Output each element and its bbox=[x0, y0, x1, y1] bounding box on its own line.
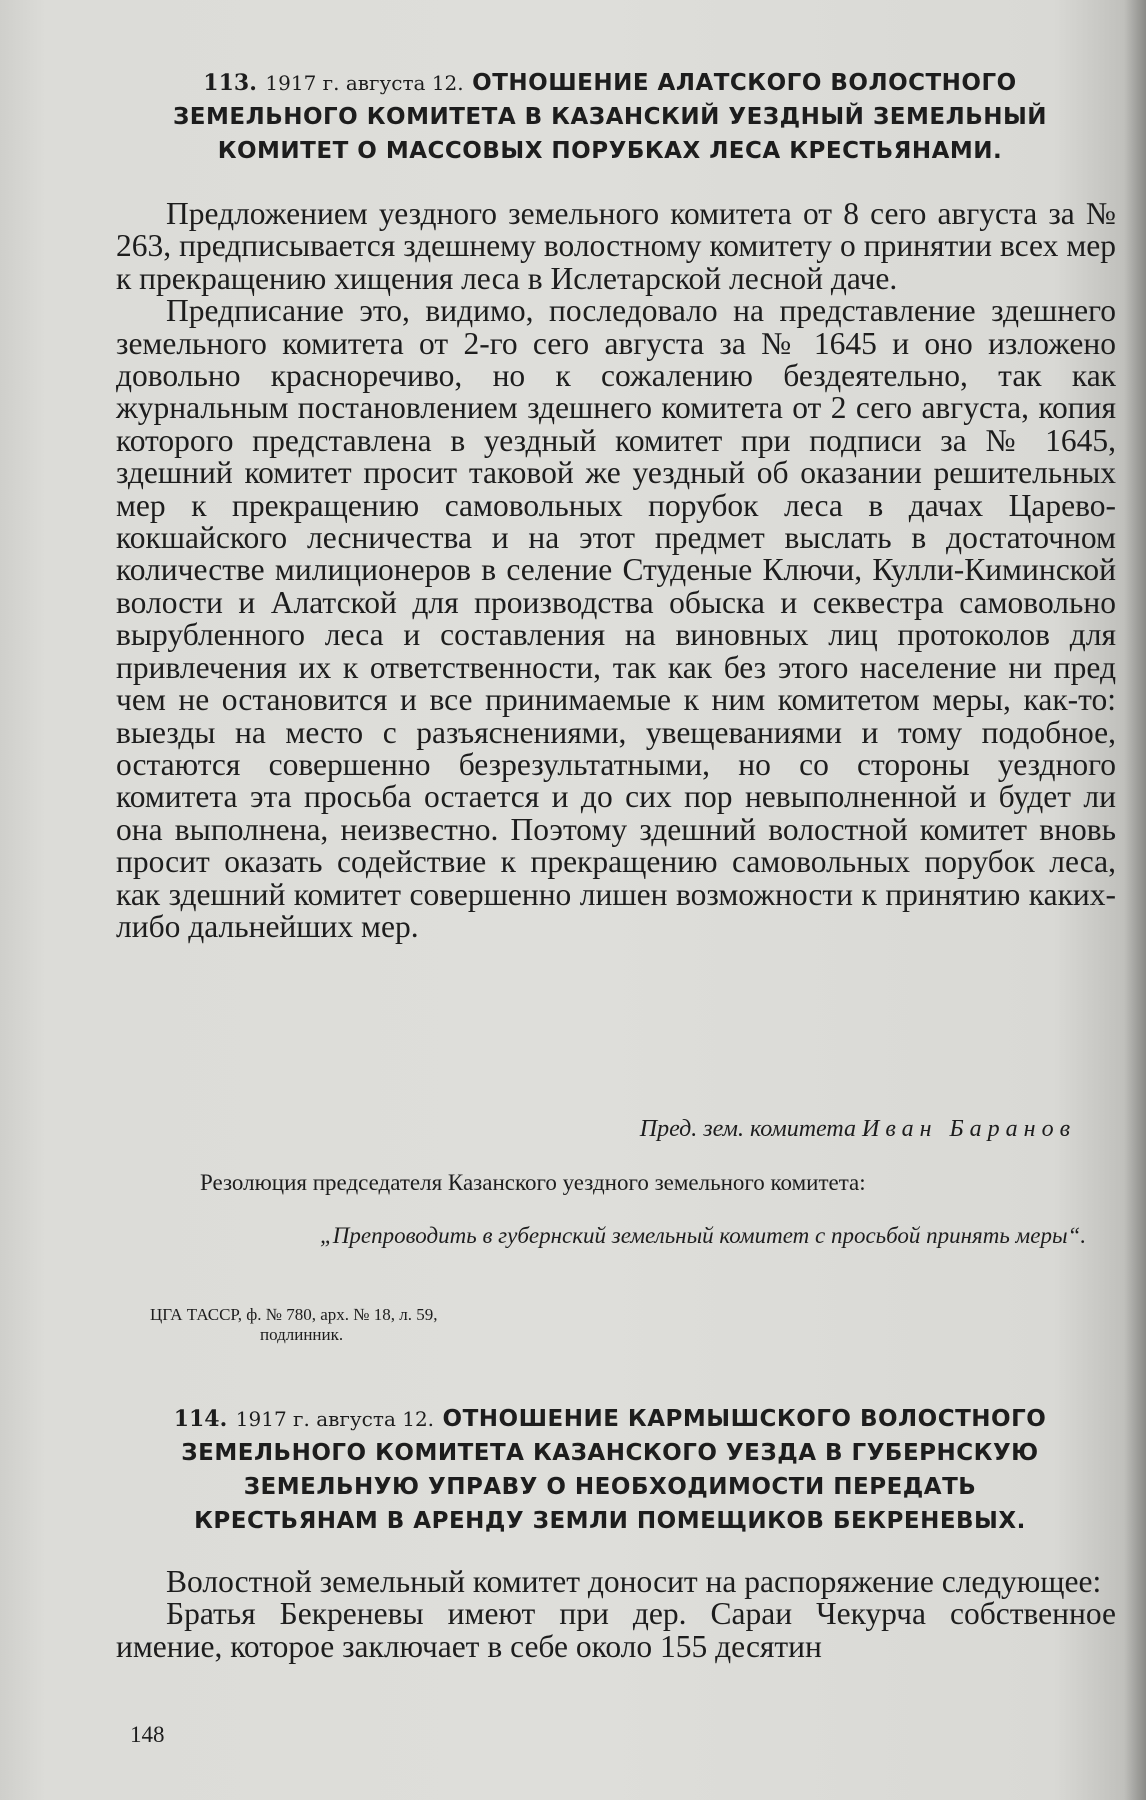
doc-114-body bbox=[116, 1566, 1116, 1663]
doc-114-title-part-4: КРЕСТЬЯНАМ В АРЕНДУ ЗЕМЛИ ПОМЕЩИКОВ БЕКРЕНЕВЫХ. bbox=[194, 1508, 1026, 1534]
doc-113-paragraph-2: Предписание это, видимо, последовало на представление здешнего земельного комитета от 2-го сего августа за № 1645 и оно изложено довольно красноречиво, но к сожалению бездеятельно, так как журнальным постановлением здешнего комитета от 2 сего августа, копия которого представлена в уездный комитет при подписи за № 1645, здешний комитет просит таковой же уездный об оказании решительных мер к прекращению самовольных порубок леса в дачах Царево-кокшайского лесничества и на этот предмет выслать в достаточном количестве милиционеров в селение Студеные Ключи, Кулли-Киминской волости и Алатской для производства обыска и секвестра самовольно вырубленного леса и составления на виновных лиц протоколов для привлечения их к ответственности, так как без этого население ни пред чем не остановится и все принимаемые к ним комитетом меры, как-то: выезды на место с разъяснениями, увещеваниями и тому подобное, остаются совершенно безрезультатными, но со стороны уездного комитета эта просьба остается и до сих пор невыполненной и будет ли она выполнена, неизвестно. Поэтому здешний волостной комитет вновь просит оказать содействие к прекращению самовольных порубок леса, как здешний комитет совершенно лишен возможности к принятию каких-либо дальнейших мер. bbox=[116, 293, 1116, 944]
doc-113-title-part-3: КОМИТЕТ О МАССОВЫХ ПОРУБКАХ ЛЕСА КРЕСТЬЯНАМИ. bbox=[217, 138, 1003, 164]
doc-113-heading bbox=[120, 66, 1100, 168]
doc-113-heading-line-1 bbox=[120, 66, 1100, 100]
doc-113-title-part-1: ОТНОШЕНИЕ АЛАТСКОГО ВОЛОСТНОГО bbox=[472, 70, 1017, 96]
doc-114-date: 1917 г. августа 12. bbox=[235, 1407, 435, 1431]
doc-114-heading bbox=[120, 1402, 1100, 1538]
doc-113-paragraph-1: Предложением уездного земельного комитета от 8 сего августа за № 263, предписывается здешнему волостному комитету о принятии всех мер к прекращению хищения леса в Ислетарской лесной даче. bbox=[116, 196, 1116, 296]
doc-114-number: 114. bbox=[173, 1406, 228, 1432]
doc-113-body bbox=[116, 198, 1116, 943]
doc-114-heading-line-1 bbox=[120, 1402, 1100, 1436]
resolution-text: „Препроводить в губернский земельный комитет с просьбой принять меры“. bbox=[320, 1223, 1087, 1248]
page-edge-shadow bbox=[1124, 0, 1146, 1800]
doc-114-title-part-2: ЗЕМЕЛЬНОГО КОМИТЕТА КАЗАНСКОГО УЕЗДА В ГУБЕРНСКУЮ bbox=[181, 1440, 1039, 1466]
signature-name: Иван Баранов bbox=[862, 1116, 1076, 1142]
doc-114-paragraph-2: Братья Бекреневы имеют при дер. Сараи Чекурча собственное имение, которое заключает в себе около 155 десятин bbox=[116, 1596, 1116, 1664]
page-number: 148 bbox=[130, 1722, 165, 1747]
resolution-intro: Резолюция председателя Казанского уездного земельного комитета: bbox=[200, 1170, 866, 1195]
archive-source-line-1: ЦГА ТАССР, ф. № 780, арх. № 18, л. 59, bbox=[150, 1305, 438, 1324]
doc-114-paragraph-1: Волостной земельный комитет доносит на распоряжение следующее: bbox=[166, 1564, 1102, 1599]
signature-title: Пред. зем. комитета bbox=[639, 1116, 857, 1142]
archive-source-line-2: подлинник. bbox=[260, 1325, 344, 1344]
doc-113-number: 113. bbox=[203, 70, 257, 96]
doc-113-signature bbox=[116, 1116, 1076, 1143]
archive-source bbox=[150, 1305, 750, 1345]
doc-114-title-part-3: ЗЕМЕЛЬНУЮ УПРАВУ О НЕОБХОДИМОСТИ ПЕРЕДАТЬ bbox=[243, 1474, 977, 1500]
doc-113-title-part-2: ЗЕМЕЛЬНОГО КОМИТЕТА В КАЗАНСКИЙ УЕЗДНЫЙ ЗЕМЕЛЬНЫЙ bbox=[172, 104, 1048, 130]
doc-113-date: 1917 г. августа 12. bbox=[265, 71, 464, 95]
doc-114-title-part-1: ОТНОШЕНИЕ КАРМЫШСКОГО ВОЛОСТНОГО bbox=[442, 1406, 1047, 1432]
